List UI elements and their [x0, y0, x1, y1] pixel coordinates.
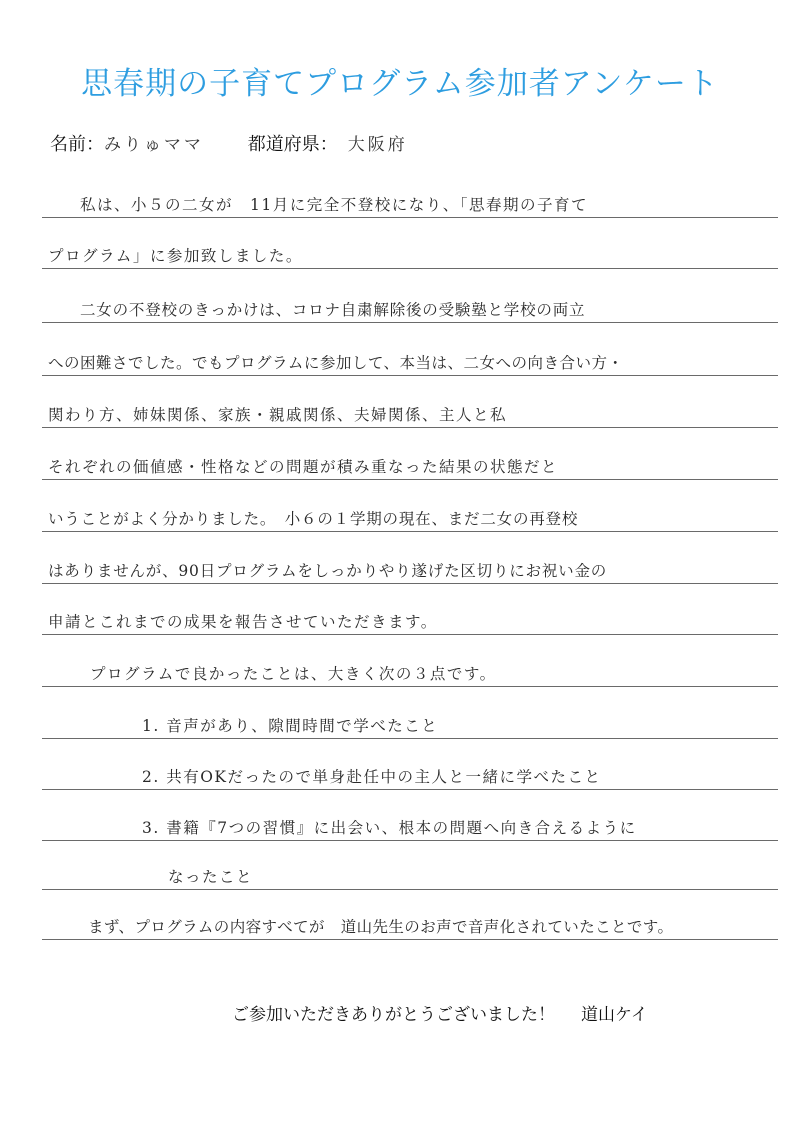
ruled-line	[42, 217, 778, 218]
ruled-line	[42, 686, 778, 687]
ruled-line	[42, 889, 778, 890]
ruled-line	[42, 479, 778, 480]
respondent-info	[50, 130, 408, 156]
list-item-3-cont: なったこと	[168, 868, 254, 886]
list-item-2: 2. 共有OKだったので単身赴任中の主人と一緒に学べたこと	[142, 768, 602, 786]
prefecture-label: 都道府県：	[247, 134, 338, 155]
ruled-line	[42, 738, 778, 739]
signature: 道山ケイ	[581, 1005, 648, 1025]
answer-line-4: への困難さでした。でもプログラムに参加して、本当は、二女への向き合い方・	[48, 354, 624, 372]
list-item-3: 3. 書籍『7つの習慣』に出会い、根本の問題へ向き合えるように	[142, 819, 637, 837]
answer-line-9: 申請とこれまでの成果を報告させていただきます。	[48, 613, 438, 631]
ruled-line	[42, 427, 778, 428]
answer-line-5: 関わり方、姉妹関係、家族・親戚関係、夫婦関係、主人と私	[48, 406, 508, 424]
ruled-line	[42, 322, 778, 323]
prefecture-value: 大阪府	[347, 135, 408, 155]
ruled-line	[42, 840, 778, 841]
answer-line-6: それぞれの価値感・性格などの問題が積み重なった結果の状態だと	[48, 458, 559, 476]
ruled-line	[42, 939, 778, 940]
page-title: 思春期の子育てプログラム参加者アンケート	[81, 66, 719, 102]
list-item-1: 1. 音声があり、隙間時間で学べたこと	[142, 717, 439, 735]
thanks-text: ご参加いただきありがとうございました！	[232, 1005, 555, 1025]
ruled-line	[42, 789, 778, 790]
name-value: みりゅママ	[104, 135, 204, 155]
name-label: 名前：	[50, 134, 104, 155]
closing-message	[232, 1000, 648, 1025]
ruled-line	[42, 634, 778, 635]
answer-line-last: まず、プログラムの内容すべてが 道山先生のお声で音声化されていたことです。	[88, 918, 674, 936]
answer-line-7: いうことがよく分かりました。 小６の１学期の現在、まだ二女の再登校	[48, 510, 579, 528]
answer-line-1: 私は、小５の二女が 11月に完全不登校になり、「思春期の子育て	[80, 196, 588, 214]
ruled-line	[42, 583, 778, 584]
ruled-line	[42, 375, 778, 376]
answer-line-3: 二女の不登校のきっかけは、コロナ自粛解除後の受験塾と学校の両立	[80, 301, 586, 319]
answer-line-8: はありませんが、90日プログラムをしっかりやり遂げた区切りにお祝い金の	[48, 562, 608, 580]
ruled-line	[42, 268, 778, 269]
ruled-line	[42, 531, 778, 532]
answer-line-10: プログラムで良かったことは、大きく次の３点です。	[90, 665, 497, 683]
answer-line-2: プログラム」に参加致しました。	[48, 247, 303, 265]
